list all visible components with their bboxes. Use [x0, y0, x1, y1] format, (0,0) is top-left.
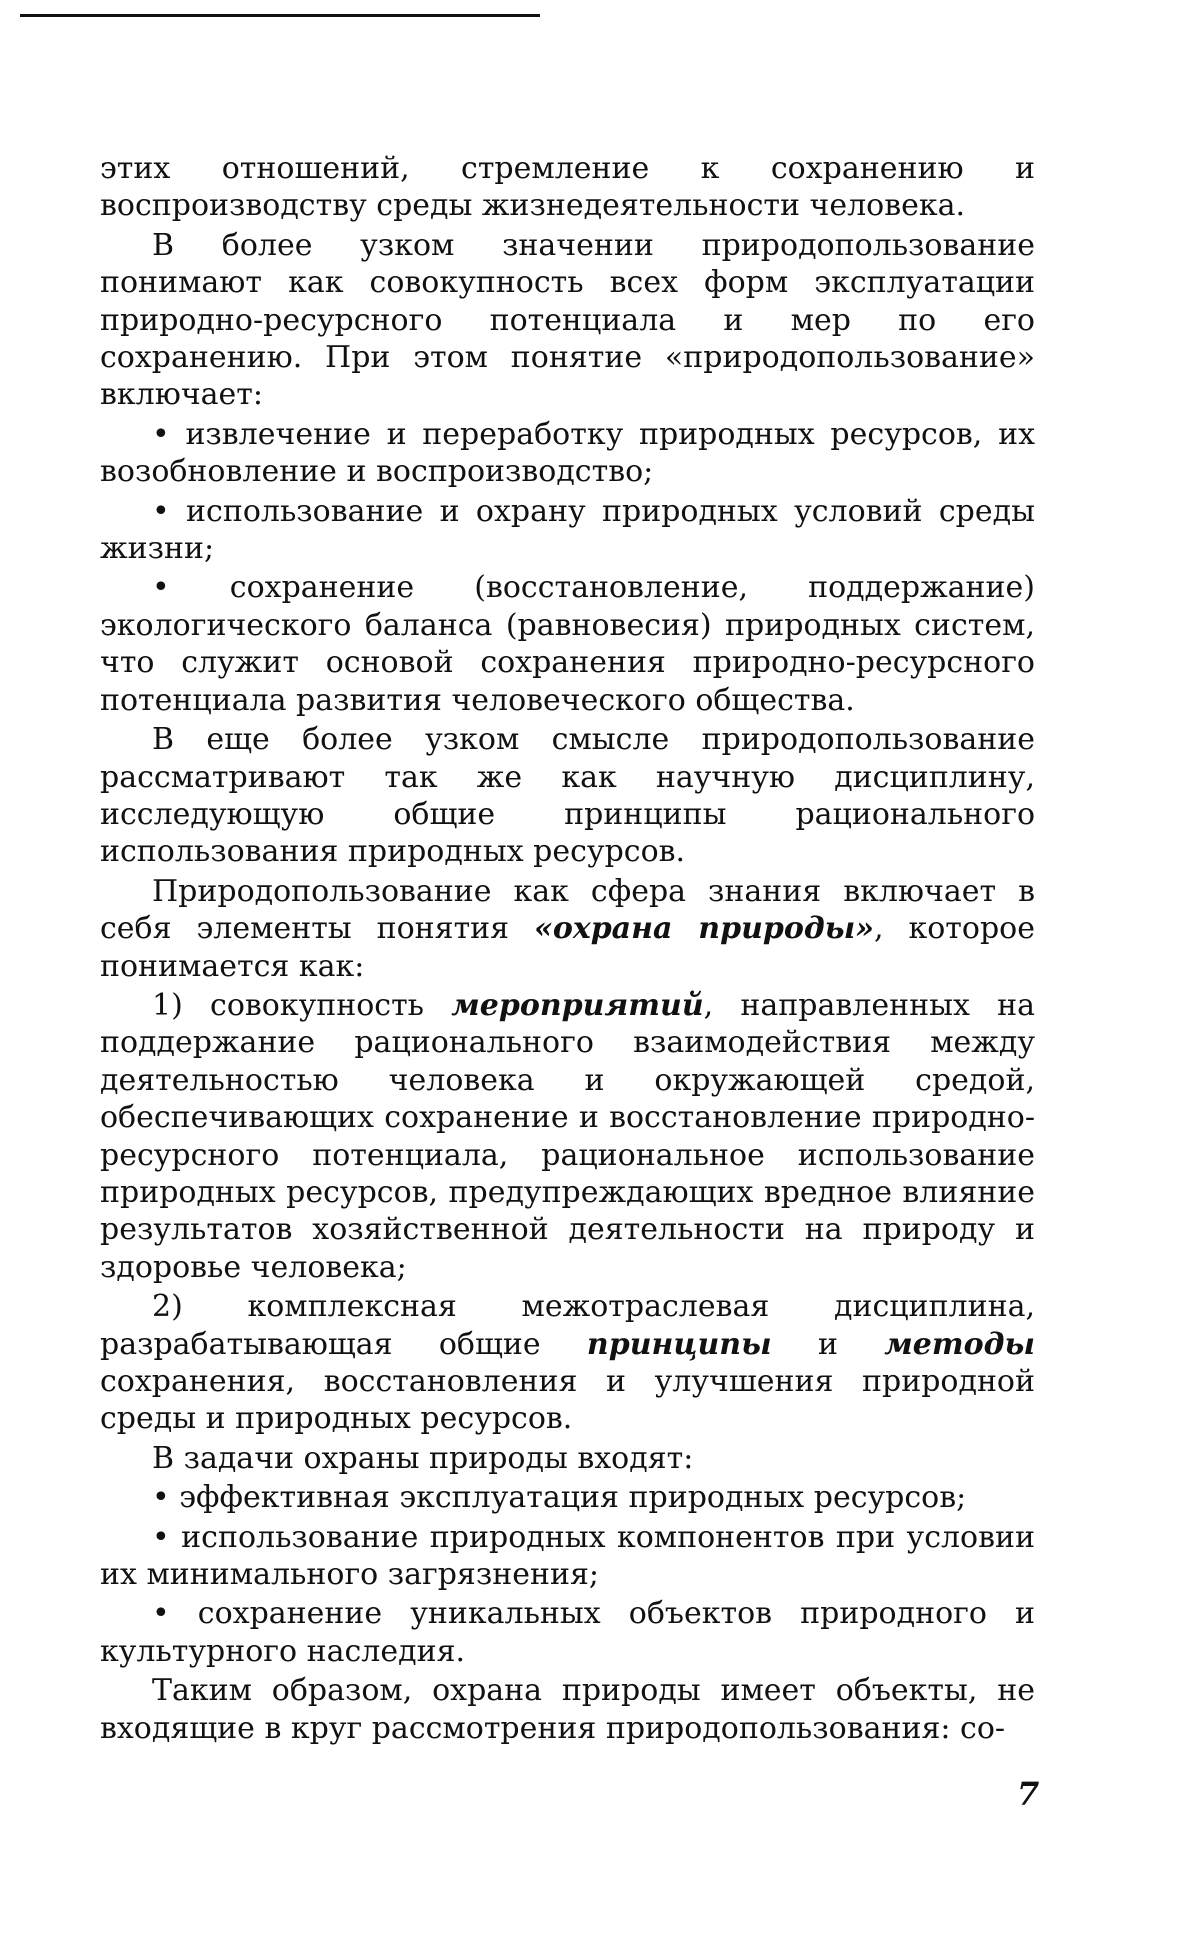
numbered-item-2	[100, 1288, 1035, 1438]
page-body	[100, 150, 1035, 1749]
bullet-item-use-protection: • использование и охрану природных условий среды жизни;	[100, 493, 1035, 568]
item-text: 1) совокупность	[152, 987, 452, 1023]
item-text: 2) комплексная межотраслевая дисциплина, разрабатывающая общие	[100, 1289, 1035, 1362]
paragraph-text: , которое понимается как:	[100, 911, 1035, 984]
numbered-item-1	[100, 987, 1035, 1286]
page-number: 7	[1017, 1775, 1040, 1813]
paragraph-nature-protection	[100, 873, 1035, 985]
bullet-item-minimal-pollution: • использование природных компонентов при условии их минимального загрязнения;	[100, 1519, 1035, 1594]
term-methods: методы	[884, 1326, 1035, 1362]
term-principles: принципы	[586, 1326, 772, 1362]
paragraph-conclusion: Таким образом, охрана природы имеет объекты, не входящие в круг рассмотрения природопользования: со-	[100, 1673, 1035, 1746]
term-measures: мероприятий	[451, 987, 704, 1023]
top-rule	[20, 14, 540, 17]
paragraph-tasks-intro: В задачи охраны природы входят:	[152, 1440, 694, 1476]
bullet-item-heritage: • сохранение уникальных объектов природного и культурного наследия.	[100, 1595, 1035, 1670]
item-text: сохранения, восстановления и улучшения природной среды и природных ресурсов.	[100, 1364, 1035, 1437]
paragraph-continuation: этих отношений, стремление к сохранению и воспроизводству среды жизнедеятельности человека.	[100, 151, 1035, 224]
bullet-item-effective-exploitation: • эффективная эксплуатация природных ресурсов;	[100, 1479, 1035, 1516]
bullet-item-extraction: • извлечение и переработку природных ресурсов, их возобновление и воспроизводство;	[100, 416, 1035, 491]
term-nature-protection: «охрана природы»	[534, 911, 875, 947]
paragraph-narrow-meaning: В более узком значении природопользование понимают как совокупность всех форм эксплуатации природно-ресурсного потенциала и мер по его сохранению. При этом понятие «природопользование» включает:	[100, 227, 1035, 413]
paragraph-text: Природопользование как сфера знания включает в себя элементы понятия	[100, 873, 1035, 947]
item-text: , направленных на поддержание рационального взаимодействия между деятельностью человека и окружающей средой, обеспечивающих сохранение и восстановление природно-ресурсного потенциала, рациональное использование природных ресурсов, предупреждающих вредное влияние результатов хозяйственной деятельности на природу и здоровье человека;	[100, 987, 1035, 1285]
paragraph-scientific-discipline: В еще более узком смысле природопользование рассматривают так же как научную дисциплину, исследующую общие принципы рационального использования природных ресурсов.	[100, 722, 1035, 870]
bullet-item-ecological-balance: • сохранение (восстановление, поддержание) экологического баланса (равновесия) природных систем, что служит основой сохранения природно-ресурсного потенциала развития человеческого общества.	[100, 569, 1035, 719]
item-text: и	[771, 1326, 885, 1362]
